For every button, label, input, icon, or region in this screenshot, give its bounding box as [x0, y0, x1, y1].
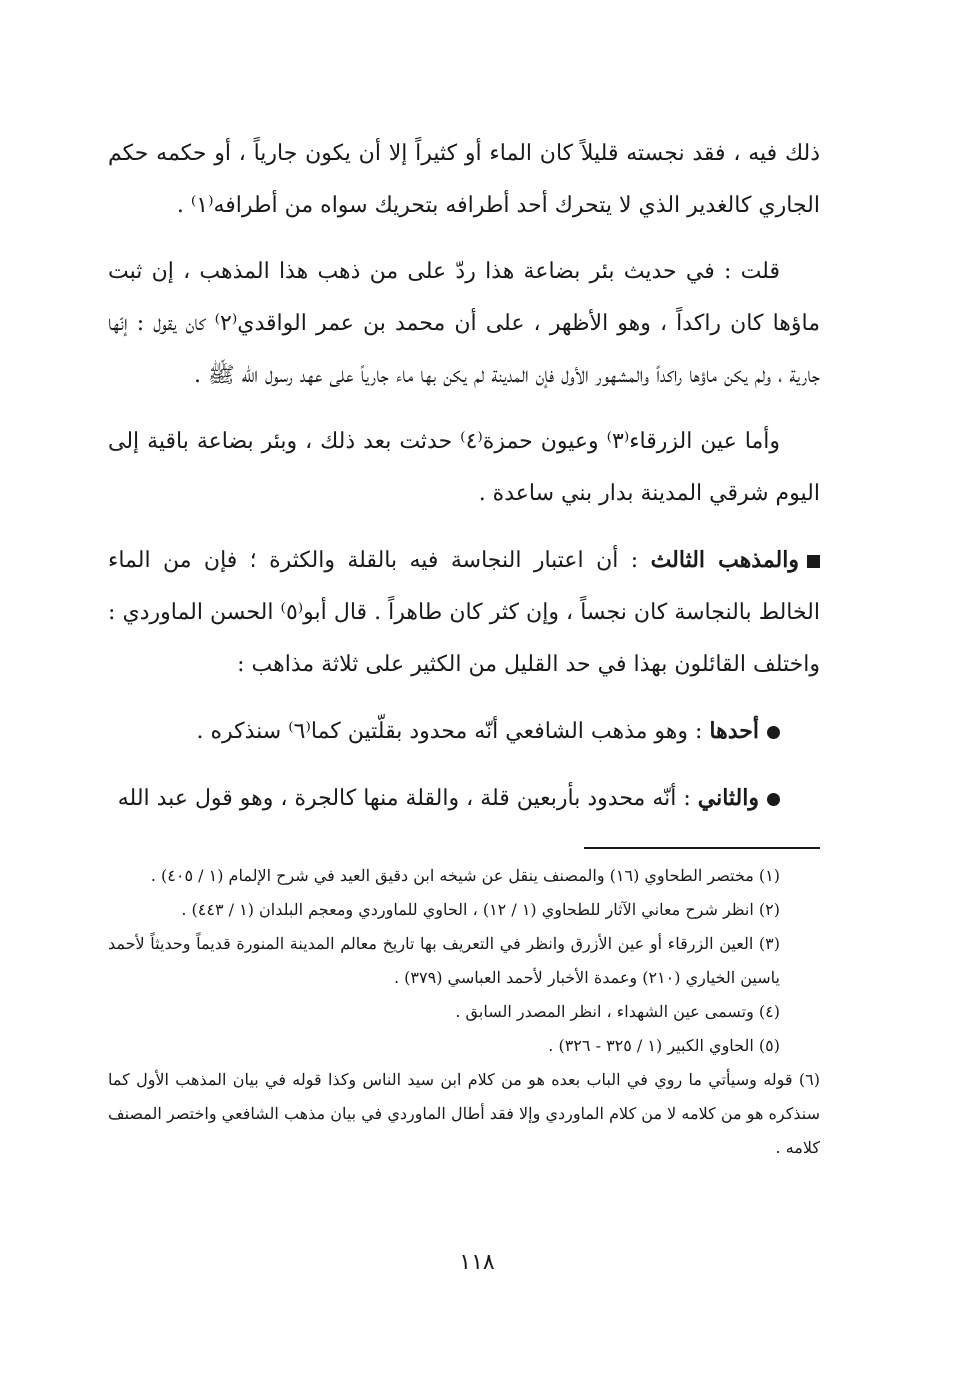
footnote-6: (٦) قوله وسيأتي ما روي في الباب بعده هو من كلام ابن سيد الناس وكذا قوله في بيان المذهب الأول كما سنذكره هو من كلامه لا من كلام الماوردي وإلا فقد أطال الماوردي في بيان مذهب الشافعي واختصر المصنف كلامه . [108, 1070, 820, 1157]
footnote-divider [584, 847, 820, 849]
bullet-icon [767, 726, 780, 739]
body-paragraph-2: قلت : في حديث بئر بضاعة هذا ردّ على من ذهب هذا المذهب ، إن ثبت ماؤها كان راكداً ، وهو الأظهر ، على أن محمد بن عمر الواقدي⁽٢⁾ كان يقول : إنّها جارية ، ولم يكن ماؤها راكداً والمشهور الأول فإن المدينة لم يكن بها ماء جارياً على عهد رسول الله ﷺ . [108, 259, 820, 388]
footnote-4: (٤) وتسمى عين الشهداء ، انظر المصدر السابق . [455, 1002, 780, 1021]
footnote-3: (٣) العين الزرقاء أو عين الأزرق وانظر في التعريف بها تاريخ معالم المدينة المنورة قديماً وحديثاً لأحمد ياسين الخياري (٢١٠) وعمدة الأخبار لأحمد العباسي (٣٧٩) . [108, 934, 780, 987]
third-madhhab-paragraph [108, 534, 820, 691]
bullet-label: والثاني [697, 785, 759, 811]
bullet-item-2 [108, 772, 820, 825]
bullet-item-1 [108, 705, 820, 758]
body-paragraph-3: وأما عين الزرقاء⁽٣⁾ وعيون حمزة⁽٤⁾ حدثت بعد ذلك ، وبئر بضاعة باقية إلى اليوم شرقي المدينة بدار بني ساعدة . [108, 429, 820, 506]
square-marker-icon [807, 555, 820, 568]
bullet-text: : وهو مذهب الشافعي أنّه محدود بقلّتين كما⁽٦⁾ سنذكره . [196, 719, 703, 744]
page-number: ١١٨ [459, 1250, 495, 1275]
bullet-icon [767, 793, 780, 806]
third-madhhab-heading: والمذهب الثالث [650, 547, 799, 573]
bullet-text: : أنّه محدود بأربعين قلة ، والقلة منها كالجرة ، وهو قول عبد الله [117, 786, 691, 811]
footnote-5: (٥) الحاوي الكبير (١ / ٣٢٥ - ٣٢٦) . [548, 1036, 780, 1055]
bullet-label: أحدها [709, 718, 759, 744]
third-madhhab-text: : أن اعتبار النجاسة فيه بالقلة والكثرة ؛ فإن من الماء الخالط بالنجاسة كان نجساً ، وإن كثر كان طاهراً . قال أبو⁽٥⁾ الحسن الماوردي : واختلف القائلون بهذا في حد القليل من الكثير على ثلاثة مذاهب : [108, 548, 820, 677]
footnotes [108, 859, 820, 1165]
footnote-1: (١) مختصر الطحاوي (١٦) والمصنف ينقل عن شيخه ابن دقيق العيد في شرح الإلمام (١ / ٤٠٥) . [150, 866, 780, 885]
page-content [108, 128, 820, 1165]
footnote-2: (٢) انظر شرح معاني الآثار للطحاوي (١ / ١٢) ، الحاوي للماوردي ومعجم البلدان (١ / ٤٤٣) . [181, 900, 780, 919]
body-paragraph-1: ذلك فيه ، فقد نجسته قليلاً كان الماء أو كثيراً إلا أن يكون جارياً ، أو حكمه حكم الجاري كالغدير الذي لا يتحرك أحد أطرافه بتحريك سواه من أطرافه⁽١⁾ . [108, 141, 820, 218]
